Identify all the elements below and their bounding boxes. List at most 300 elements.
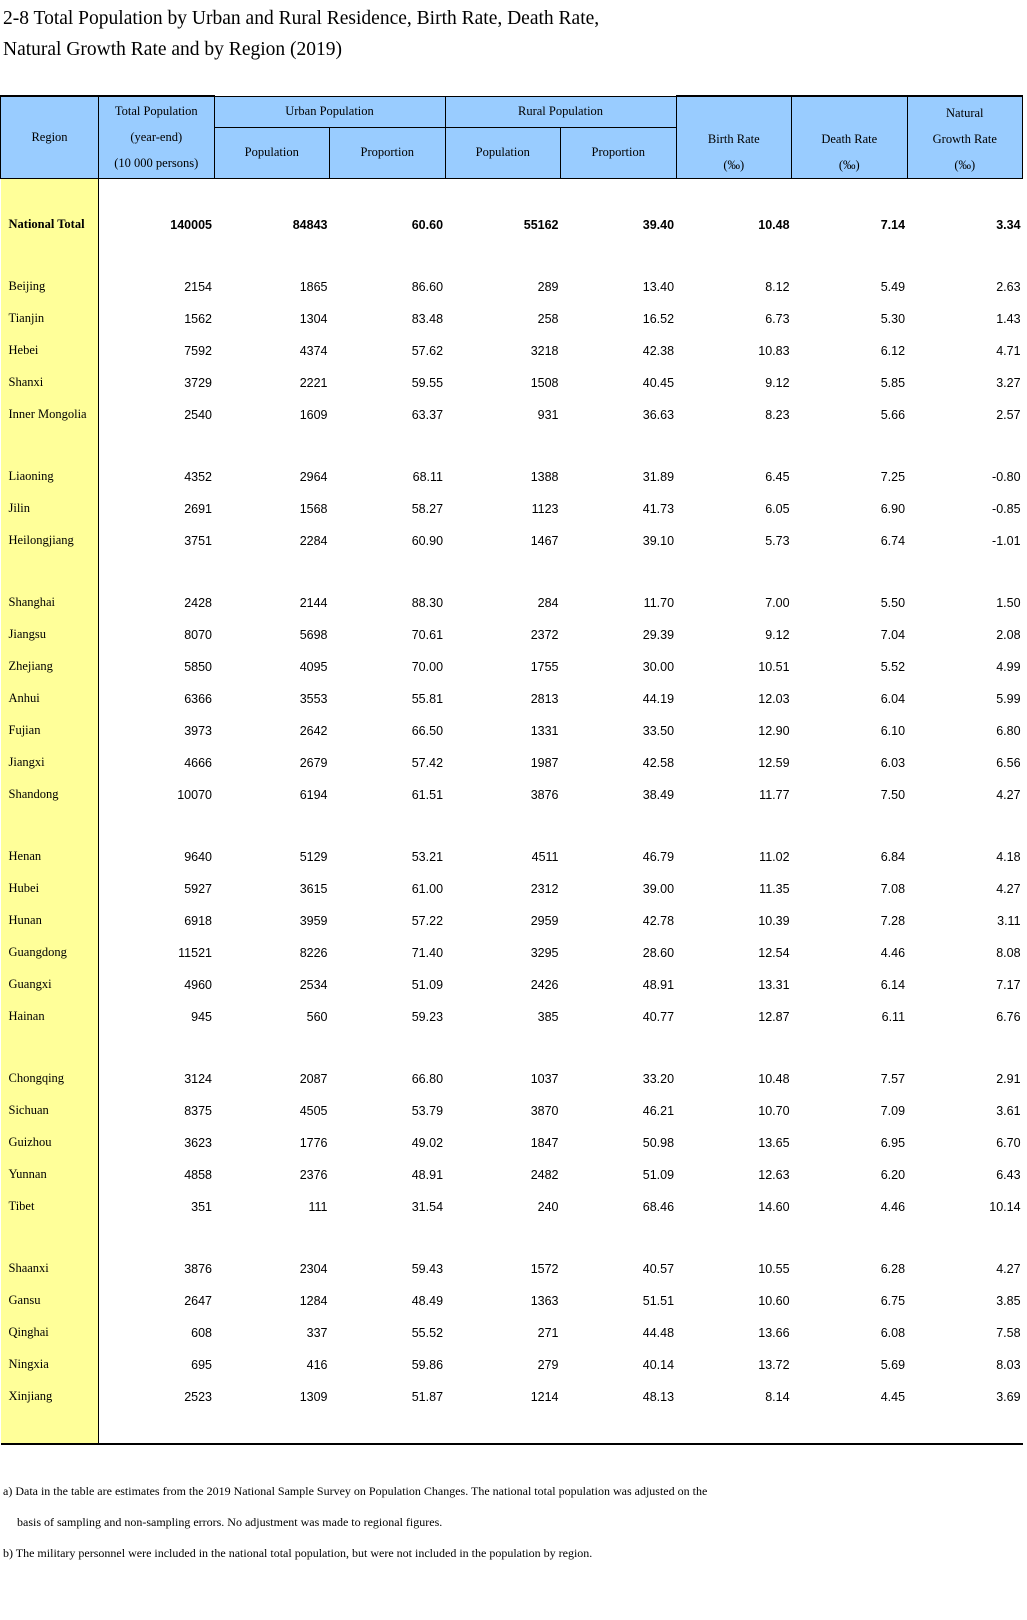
value-cell: 6.95 xyxy=(880,1135,906,1150)
value-cell: 8.14 xyxy=(765,1389,790,1404)
value-cell: 88.30 xyxy=(411,595,444,610)
value-cell: 7.25 xyxy=(880,469,906,484)
value-cell: 8.08 xyxy=(996,945,1021,960)
value-cell: 5698 xyxy=(299,627,328,642)
value-cell: 59.43 xyxy=(411,1261,444,1276)
value-cell: 49.02 xyxy=(411,1135,444,1150)
value-cell: 10.70 xyxy=(758,1103,790,1118)
value-cell: 2.91 xyxy=(996,1071,1021,1086)
value-cell: 6.43 xyxy=(996,1167,1021,1182)
value-cell: 41.73 xyxy=(642,501,675,516)
rural-population-header: Rural Population xyxy=(445,96,676,127)
total-population-header: Total Population (year-end) (10 000 persons) xyxy=(99,96,215,178)
value-cell: 63.37 xyxy=(411,407,444,422)
spacer-row xyxy=(1,241,1023,271)
value-cell: 2284 xyxy=(299,533,328,548)
value-cell: 36.63 xyxy=(642,407,675,422)
region-name-cell: Tianjin xyxy=(1,303,99,335)
value-cell: 6.75 xyxy=(880,1293,906,1308)
value-cell: 2221 xyxy=(299,375,328,390)
value-cell: 140005 xyxy=(170,217,212,232)
value-cell: 4.27 xyxy=(996,787,1021,802)
value-cell: 11.35 xyxy=(759,881,790,896)
value-cell: 6366 xyxy=(184,691,212,706)
value-cell: 351 xyxy=(191,1199,212,1214)
region-name-cell: Hubei xyxy=(1,873,99,905)
value-cell: 10.51 xyxy=(758,659,790,674)
table-row xyxy=(1,1127,1023,1159)
value-cell: 9.12 xyxy=(765,375,790,390)
value-cell: 40.45 xyxy=(642,375,675,390)
value-cell: 1309 xyxy=(299,1389,328,1404)
value-cell: 2144 xyxy=(299,595,328,610)
value-cell: 258 xyxy=(537,311,559,326)
value-cell: 240 xyxy=(537,1199,559,1214)
value-cell: 608 xyxy=(191,1325,212,1340)
region-name-cell: Gansu xyxy=(1,1285,99,1317)
region-name-cell: Hainan xyxy=(1,1001,99,1033)
region-name-cell: Yunnan xyxy=(1,1159,99,1191)
region-name-cell: Shanghai xyxy=(1,587,99,619)
value-cell: 68.11 xyxy=(412,469,444,484)
value-cell: 1123 xyxy=(531,501,559,516)
value-cell: 5.73 xyxy=(765,533,790,548)
value-cell: 12.63 xyxy=(758,1167,790,1182)
value-cell: 4.18 xyxy=(996,849,1021,864)
value-cell: 1508 xyxy=(530,375,559,390)
value-cell: 1.43 xyxy=(996,311,1021,326)
spacer-row xyxy=(1,557,1023,587)
value-cell: 2426 xyxy=(530,977,559,992)
value-cell: 1037 xyxy=(530,1071,559,1086)
value-cell: 7.50 xyxy=(880,787,906,802)
value-cell: 2642 xyxy=(299,723,328,738)
value-cell: 4858 xyxy=(184,1167,212,1182)
value-cell: 57.42 xyxy=(411,755,444,770)
value-cell: 4.27 xyxy=(996,1261,1021,1276)
value-cell: 6918 xyxy=(184,913,212,928)
value-cell: 3615 xyxy=(299,881,328,896)
value-cell: 2154 xyxy=(184,279,212,294)
value-cell: 3.61 xyxy=(996,1103,1021,1118)
value-cell: 71.40 xyxy=(411,945,444,960)
value-cell: -0.85 xyxy=(992,501,1021,516)
region-name-cell: Henan xyxy=(1,841,99,873)
value-cell: 385 xyxy=(537,1009,559,1024)
value-cell: 66.50 xyxy=(411,723,444,738)
value-cell: 48.91 xyxy=(411,1167,444,1182)
death-rate-header: Death Rate (‰) xyxy=(792,96,908,178)
value-cell: 3.69 xyxy=(996,1389,1021,1404)
table-row xyxy=(1,651,1023,683)
value-cell: 55162 xyxy=(523,217,559,232)
value-cell: 6.74 xyxy=(880,533,906,548)
region-name-cell: National Total xyxy=(1,209,99,241)
value-cell: 13.40 xyxy=(642,279,675,294)
value-cell: 10.55 xyxy=(758,1261,790,1276)
region-name-cell: Jiangxi xyxy=(1,747,99,779)
value-cell: 3959 xyxy=(299,913,328,928)
rural-population-subheader: Population xyxy=(445,127,561,178)
table-row xyxy=(1,461,1023,493)
region-name-cell: Heilongjiang xyxy=(1,525,99,557)
value-cell: 3870 xyxy=(530,1103,559,1118)
value-cell: 6.90 xyxy=(880,501,906,516)
region-name-cell: Hunan xyxy=(1,905,99,937)
value-cell: 39.00 xyxy=(642,881,675,896)
value-cell: 12.03 xyxy=(758,691,790,706)
spacer-row xyxy=(1,1223,1023,1253)
table-row xyxy=(1,1349,1023,1381)
value-cell: 1388 xyxy=(530,469,559,484)
table-row xyxy=(1,841,1023,873)
value-cell: 6.11 xyxy=(881,1009,906,1024)
value-cell: 7.57 xyxy=(880,1071,906,1086)
value-cell: 1755 xyxy=(530,659,559,674)
value-cell: 6.04 xyxy=(880,691,906,706)
value-cell: 1304 xyxy=(299,311,328,326)
value-cell: 271 xyxy=(537,1325,559,1340)
value-cell: 51.51 xyxy=(642,1293,675,1308)
region-name-cell: Zhejiang xyxy=(1,651,99,683)
value-cell: 1776 xyxy=(299,1135,328,1150)
spacer-row xyxy=(1,178,1023,209)
value-cell: 11.77 xyxy=(759,787,790,802)
value-cell: 13.31 xyxy=(758,977,790,992)
value-cell: 3876 xyxy=(530,787,559,802)
value-cell: 38.49 xyxy=(642,787,675,802)
value-cell: 11521 xyxy=(178,945,212,960)
value-cell: 111 xyxy=(308,1199,328,1214)
region-name-cell: Shaanxi xyxy=(1,1253,99,1285)
urban-population-header: Urban Population xyxy=(214,96,445,127)
table-row xyxy=(1,1191,1023,1223)
value-cell: 86.60 xyxy=(411,279,444,294)
value-cell: 13.66 xyxy=(758,1325,790,1340)
value-cell: 6.20 xyxy=(880,1167,906,1182)
value-cell: 5.99 xyxy=(996,691,1021,706)
region-name-cell: Beijing xyxy=(1,271,99,303)
value-cell: 10.60 xyxy=(758,1293,790,1308)
value-cell: 5.66 xyxy=(880,407,906,422)
value-cell: 31.54 xyxy=(411,1199,444,1214)
value-cell: 1284 xyxy=(299,1293,328,1308)
value-cell: 7592 xyxy=(184,343,212,358)
value-cell: 2376 xyxy=(299,1167,328,1182)
table-row xyxy=(1,619,1023,651)
region-name-cell: Chongqing xyxy=(1,1063,99,1095)
region-name-cell: Qinghai xyxy=(1,1317,99,1349)
region-name-cell: Guangxi xyxy=(1,969,99,1001)
value-cell: 5.69 xyxy=(880,1357,906,1372)
value-cell: 48.13 xyxy=(642,1389,675,1404)
value-cell: -1.01 xyxy=(992,533,1021,548)
value-cell: 2959 xyxy=(530,913,559,928)
value-cell: 7.04 xyxy=(880,627,906,642)
value-cell: 70.00 xyxy=(411,659,444,674)
spacer-row xyxy=(1,431,1023,461)
table-row xyxy=(1,937,1023,969)
value-cell: 10.83 xyxy=(758,343,790,358)
value-cell: 60.60 xyxy=(411,217,444,232)
value-cell: 2691 xyxy=(184,501,212,516)
value-cell: 12.54 xyxy=(758,945,790,960)
value-cell: 13.72 xyxy=(758,1357,790,1372)
value-cell: 4352 xyxy=(184,469,212,484)
value-cell: 4.46 xyxy=(880,1199,906,1214)
value-cell: 12.59 xyxy=(758,755,790,770)
value-cell: 10.48 xyxy=(758,217,790,232)
value-cell: 51.87 xyxy=(411,1389,444,1404)
value-cell: 3751 xyxy=(184,533,212,548)
value-cell: 3.27 xyxy=(996,375,1021,390)
value-cell: 6.14 xyxy=(880,977,906,992)
value-cell: 1847 xyxy=(530,1135,559,1150)
table-body xyxy=(1,178,1023,1444)
footnote-a-continued: basis of sampling and non-sampling errors. No adjustment was made to regional figures. xyxy=(17,1515,443,1529)
footnotes xyxy=(3,1476,1023,1569)
birth-rate-header: Birth Rate (‰) xyxy=(676,96,792,178)
value-cell: 1568 xyxy=(299,501,328,516)
value-cell: 5.52 xyxy=(880,659,906,674)
value-cell: 16.52 xyxy=(642,311,675,326)
value-cell: 7.17 xyxy=(996,977,1021,992)
value-cell: 55.52 xyxy=(411,1325,444,1340)
value-cell: 84843 xyxy=(292,217,328,232)
value-cell: 2.57 xyxy=(996,407,1021,422)
value-cell: 560 xyxy=(306,1009,328,1024)
value-cell: 70.61 xyxy=(411,627,444,642)
urban-proportion-subheader: Proportion xyxy=(330,127,446,178)
value-cell: 5.49 xyxy=(880,279,906,294)
value-cell: 6.28 xyxy=(880,1261,906,1276)
value-cell: 1562 xyxy=(184,311,212,326)
table-row xyxy=(1,493,1023,525)
value-cell: 48.91 xyxy=(642,977,675,992)
value-cell: 337 xyxy=(306,1325,328,1340)
value-cell: 3876 xyxy=(184,1261,212,1276)
value-cell: 4374 xyxy=(299,343,328,358)
value-cell: 3553 xyxy=(299,691,328,706)
value-cell: 4.46 xyxy=(880,945,906,960)
value-cell: 1331 xyxy=(530,723,559,738)
value-cell: 57.22 xyxy=(411,913,444,928)
value-cell: 2372 xyxy=(530,627,559,642)
value-cell: 44.19 xyxy=(642,691,675,706)
value-cell: 2087 xyxy=(299,1071,328,1086)
value-cell: 59.55 xyxy=(411,375,444,390)
value-cell: 39.40 xyxy=(642,217,675,232)
value-cell: 11.70 xyxy=(643,595,675,610)
value-cell: 28.60 xyxy=(642,945,675,960)
table-row xyxy=(1,1063,1023,1095)
value-cell: 5850 xyxy=(184,659,212,674)
table-title: 2-8 Total Population by Urban and Rural Residence, Birth Rate, Death Rate, Natural Growth Rate and by Region (2019) xyxy=(3,8,600,60)
value-cell: 3623 xyxy=(184,1135,212,1150)
value-cell: 10.14 xyxy=(989,1199,1021,1214)
footnote-a: a) Data in the table are estimates from the 2019 National Sample Survey on Population Changes. The national total population was adjusted on the xyxy=(3,1484,708,1498)
value-cell: 945 xyxy=(191,1009,212,1024)
region-name-cell: Guangdong xyxy=(1,937,99,969)
value-cell: 50.98 xyxy=(642,1135,675,1150)
value-cell: 6.10 xyxy=(880,723,906,738)
value-cell: 284 xyxy=(537,595,559,610)
value-cell: 2647 xyxy=(184,1293,212,1308)
value-cell: 8.23 xyxy=(765,407,790,422)
value-cell: 48.49 xyxy=(411,1293,444,1308)
value-cell: 58.27 xyxy=(411,501,444,516)
value-cell: 6.08 xyxy=(880,1325,906,1340)
urban-population-subheader: Population xyxy=(214,127,330,178)
value-cell: 8226 xyxy=(299,945,328,960)
value-cell: 53.79 xyxy=(411,1103,444,1118)
footnote-b: b) The military personnel were included in the national total population, but were not included in the population by region. xyxy=(3,1546,593,1560)
value-cell: 8.12 xyxy=(765,279,790,294)
value-cell: 279 xyxy=(537,1357,559,1372)
value-cell: 6194 xyxy=(299,787,328,802)
value-cell: 2.08 xyxy=(996,627,1021,642)
value-cell: 2679 xyxy=(299,755,328,770)
natural-growth-rate-header: Natural Growth Rate (‰) xyxy=(907,96,1023,178)
value-cell: 6.84 xyxy=(880,849,906,864)
table-row xyxy=(1,747,1023,779)
value-cell: 7.14 xyxy=(880,217,906,232)
value-cell: 1987 xyxy=(530,755,559,770)
value-cell: 3295 xyxy=(530,945,559,960)
value-cell: 8070 xyxy=(184,627,212,642)
value-cell: 44.48 xyxy=(642,1325,675,1340)
value-cell: 8.03 xyxy=(996,1357,1021,1372)
value-cell: 40.14 xyxy=(642,1357,675,1372)
table-row xyxy=(1,335,1023,367)
value-cell: 1467 xyxy=(530,533,559,548)
table-row xyxy=(1,1095,1023,1127)
value-cell: 53.21 xyxy=(411,849,444,864)
value-cell: 59.86 xyxy=(411,1357,444,1372)
region-name-cell: Tibet xyxy=(1,1191,99,1223)
value-cell: 55.81 xyxy=(411,691,444,706)
region-name-cell: Hebei xyxy=(1,335,99,367)
value-cell: 2534 xyxy=(299,977,328,992)
value-cell: 4095 xyxy=(299,659,328,674)
table-row xyxy=(1,1001,1023,1033)
value-cell: 5129 xyxy=(299,849,328,864)
value-cell: 61.51 xyxy=(411,787,444,802)
value-cell: 51.09 xyxy=(411,977,444,992)
value-cell: 46.21 xyxy=(642,1103,675,1118)
value-cell: 3973 xyxy=(184,723,212,738)
table-row xyxy=(1,969,1023,1001)
value-cell: 4505 xyxy=(299,1103,328,1118)
region-name-cell: Ningxia xyxy=(1,1349,99,1381)
value-cell: 4960 xyxy=(184,977,212,992)
table-row xyxy=(1,525,1023,557)
region-name-cell: Shandong xyxy=(1,779,99,811)
value-cell: 59.23 xyxy=(411,1009,444,1024)
spacer-row xyxy=(1,811,1023,841)
value-cell: 7.58 xyxy=(996,1325,1021,1340)
value-cell: 7.28 xyxy=(880,913,906,928)
region-name-cell: Anhui xyxy=(1,683,99,715)
value-cell: 12.90 xyxy=(758,723,790,738)
value-cell: -0.80 xyxy=(992,469,1021,484)
value-cell: 5.30 xyxy=(880,311,906,326)
value-cell: 13.65 xyxy=(758,1135,790,1150)
value-cell: 2540 xyxy=(184,407,212,422)
value-cell: 61.00 xyxy=(411,881,444,896)
value-cell: 2.63 xyxy=(996,279,1021,294)
value-cell: 2813 xyxy=(530,691,559,706)
table-row xyxy=(1,1253,1023,1285)
value-cell: 4666 xyxy=(184,755,212,770)
value-cell: 5927 xyxy=(184,881,212,896)
value-cell: 14.60 xyxy=(758,1199,790,1214)
spacer-row xyxy=(1,1413,1023,1444)
value-cell: 1363 xyxy=(530,1293,559,1308)
value-cell: 33.50 xyxy=(642,723,675,738)
region-name-cell: Fujian xyxy=(1,715,99,747)
value-cell: 57.62 xyxy=(411,343,444,358)
region-name-cell: Shanxi xyxy=(1,367,99,399)
value-cell: 83.48 xyxy=(411,311,444,326)
value-cell: 6.73 xyxy=(765,311,790,326)
value-cell: 3.85 xyxy=(996,1293,1021,1308)
table-row xyxy=(1,1381,1023,1413)
value-cell: 51.09 xyxy=(642,1167,675,1182)
value-cell: 1.50 xyxy=(996,595,1021,610)
value-cell: 33.20 xyxy=(642,1071,675,1086)
value-cell: 4.99 xyxy=(996,659,1021,674)
value-cell: 3124 xyxy=(184,1071,212,1086)
value-cell: 60.90 xyxy=(411,533,444,548)
value-cell: 7.00 xyxy=(765,595,790,610)
value-cell: 4.71 xyxy=(996,343,1021,358)
value-cell: 31.89 xyxy=(642,469,675,484)
value-cell: 2964 xyxy=(299,469,328,484)
table-row xyxy=(1,873,1023,905)
value-cell: 40.57 xyxy=(642,1261,675,1276)
table-row xyxy=(1,587,1023,619)
value-cell: 3.34 xyxy=(996,217,1021,232)
value-cell: 4.27 xyxy=(996,881,1021,896)
value-cell: 6.45 xyxy=(765,469,790,484)
table-row xyxy=(1,1159,1023,1191)
value-cell: 3218 xyxy=(530,343,559,358)
population-table xyxy=(0,95,1023,1445)
region-name-cell: Jilin xyxy=(1,493,99,525)
value-cell: 931 xyxy=(537,407,559,422)
value-cell: 2304 xyxy=(299,1261,328,1276)
value-cell: 12.87 xyxy=(758,1009,790,1024)
rural-proportion-subheader: Proportion xyxy=(561,127,677,178)
value-cell: 416 xyxy=(306,1357,328,1372)
table-row xyxy=(1,367,1023,399)
value-cell: 6.03 xyxy=(880,755,906,770)
value-cell: 11.02 xyxy=(759,849,790,864)
value-cell: 1865 xyxy=(299,279,328,294)
table-row xyxy=(1,683,1023,715)
value-cell: 6.56 xyxy=(996,755,1021,770)
value-cell: 5.50 xyxy=(880,595,906,610)
region-name-cell: Sichuan xyxy=(1,1095,99,1127)
value-cell: 46.79 xyxy=(642,849,675,864)
table-row xyxy=(1,271,1023,303)
value-cell: 2482 xyxy=(530,1167,559,1182)
value-cell: 9.12 xyxy=(765,627,790,642)
value-cell: 1214 xyxy=(530,1389,559,1404)
region-name-cell: Guizhou xyxy=(1,1127,99,1159)
region-name-cell: Inner Mongolia xyxy=(1,399,99,431)
